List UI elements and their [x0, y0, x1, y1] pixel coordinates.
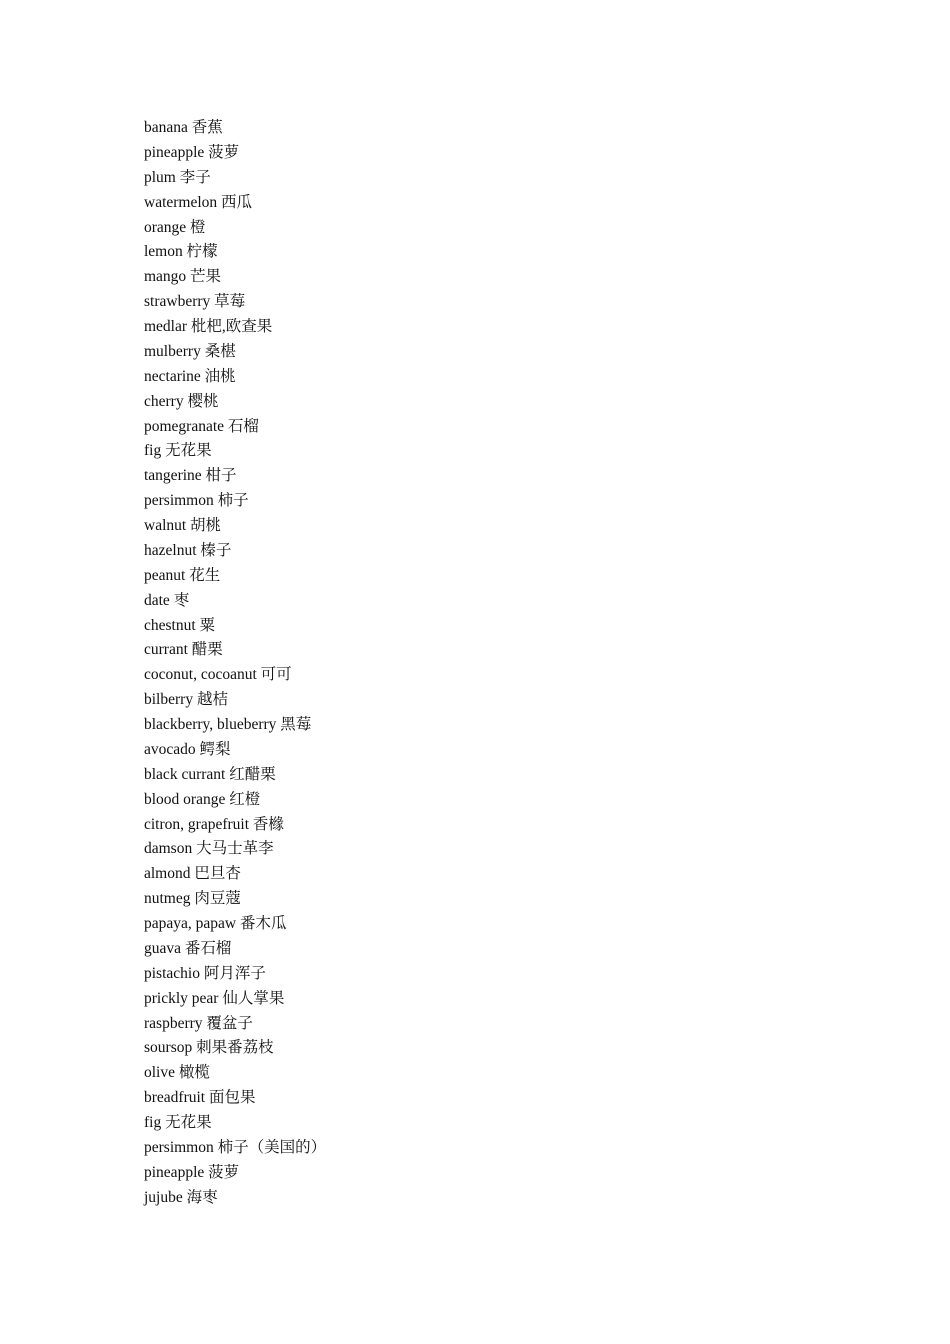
- list-item: fig 无花果: [144, 442, 212, 460]
- list-item: chestnut 粟: [144, 616, 216, 634]
- list-item: mango 芒果: [144, 268, 222, 286]
- list-item: orange 橙: [144, 218, 206, 236]
- list-item: pistachio 阿月浑子: [144, 964, 266, 982]
- list-item: guava 番石榴: [144, 939, 232, 957]
- list-item: pineapple 菠萝: [144, 1163, 240, 1181]
- list-item: walnut 胡桃: [144, 517, 222, 534]
- list-item: fig 无花果: [144, 1114, 212, 1131]
- list-item: peanut 花生: [144, 566, 221, 584]
- list-item: olive 橄榄: [144, 1064, 210, 1082]
- list-item: raspberry 覆盆子: [144, 1014, 253, 1032]
- list-item: cherry 樱桃: [144, 392, 219, 410]
- list-item: medlar 枇杷,欧查果: [144, 318, 273, 335]
- fruit-vocabulary-list: [144, 116, 326, 1211]
- list-item: prickly pear 仙人掌果: [144, 989, 285, 1007]
- list-item: banana 香蕉: [144, 119, 223, 136]
- list-item: nectarine 油桃: [144, 367, 236, 385]
- list-item: avocado 鳄梨: [144, 740, 231, 758]
- list-item: persimmon 柿子: [144, 492, 249, 510]
- list-item: currant 醋栗: [144, 641, 223, 659]
- list-item: bilberry 越桔: [144, 691, 228, 709]
- list-item: date 枣: [144, 591, 190, 609]
- list-item: almond 巴旦杏: [144, 865, 241, 883]
- list-item: nutmeg 肉豆蔻: [144, 890, 241, 908]
- list-item: hazelnut 榛子: [144, 541, 232, 559]
- list-item: breadfruit 面包果: [144, 1089, 256, 1107]
- list-item: strawberry 草莓: [144, 293, 246, 311]
- list-item: coconut, cocoanut 可可: [144, 666, 292, 684]
- list-item: damson 大马士革李: [144, 840, 274, 858]
- list-item: blood orange 红橙: [144, 790, 261, 808]
- list-item: mulberry 桑椹: [144, 342, 236, 360]
- list-item: watermelon 西瓜: [144, 193, 253, 211]
- list-item: tangerine 柑子: [144, 467, 237, 485]
- list-item: pomegranate 石榴: [144, 417, 259, 435]
- list-item: persimmon 柿子（美国的）: [144, 1138, 327, 1156]
- list-item: jujube 海枣: [144, 1188, 218, 1206]
- list-item: pineapple 菠萝: [144, 143, 240, 161]
- list-item: papaya, papaw 番木瓜: [144, 915, 287, 932]
- list-item: plum 李子: [144, 168, 211, 186]
- list-item: citron, grapefruit 香橼: [144, 815, 284, 833]
- list-item: lemon 柠檬: [144, 243, 218, 261]
- list-item: soursop 刺果番荔枝: [144, 1039, 274, 1057]
- list-item: black currant 红醋栗: [144, 765, 276, 783]
- list-item: blackberry, blueberry 黑莓: [144, 716, 312, 733]
